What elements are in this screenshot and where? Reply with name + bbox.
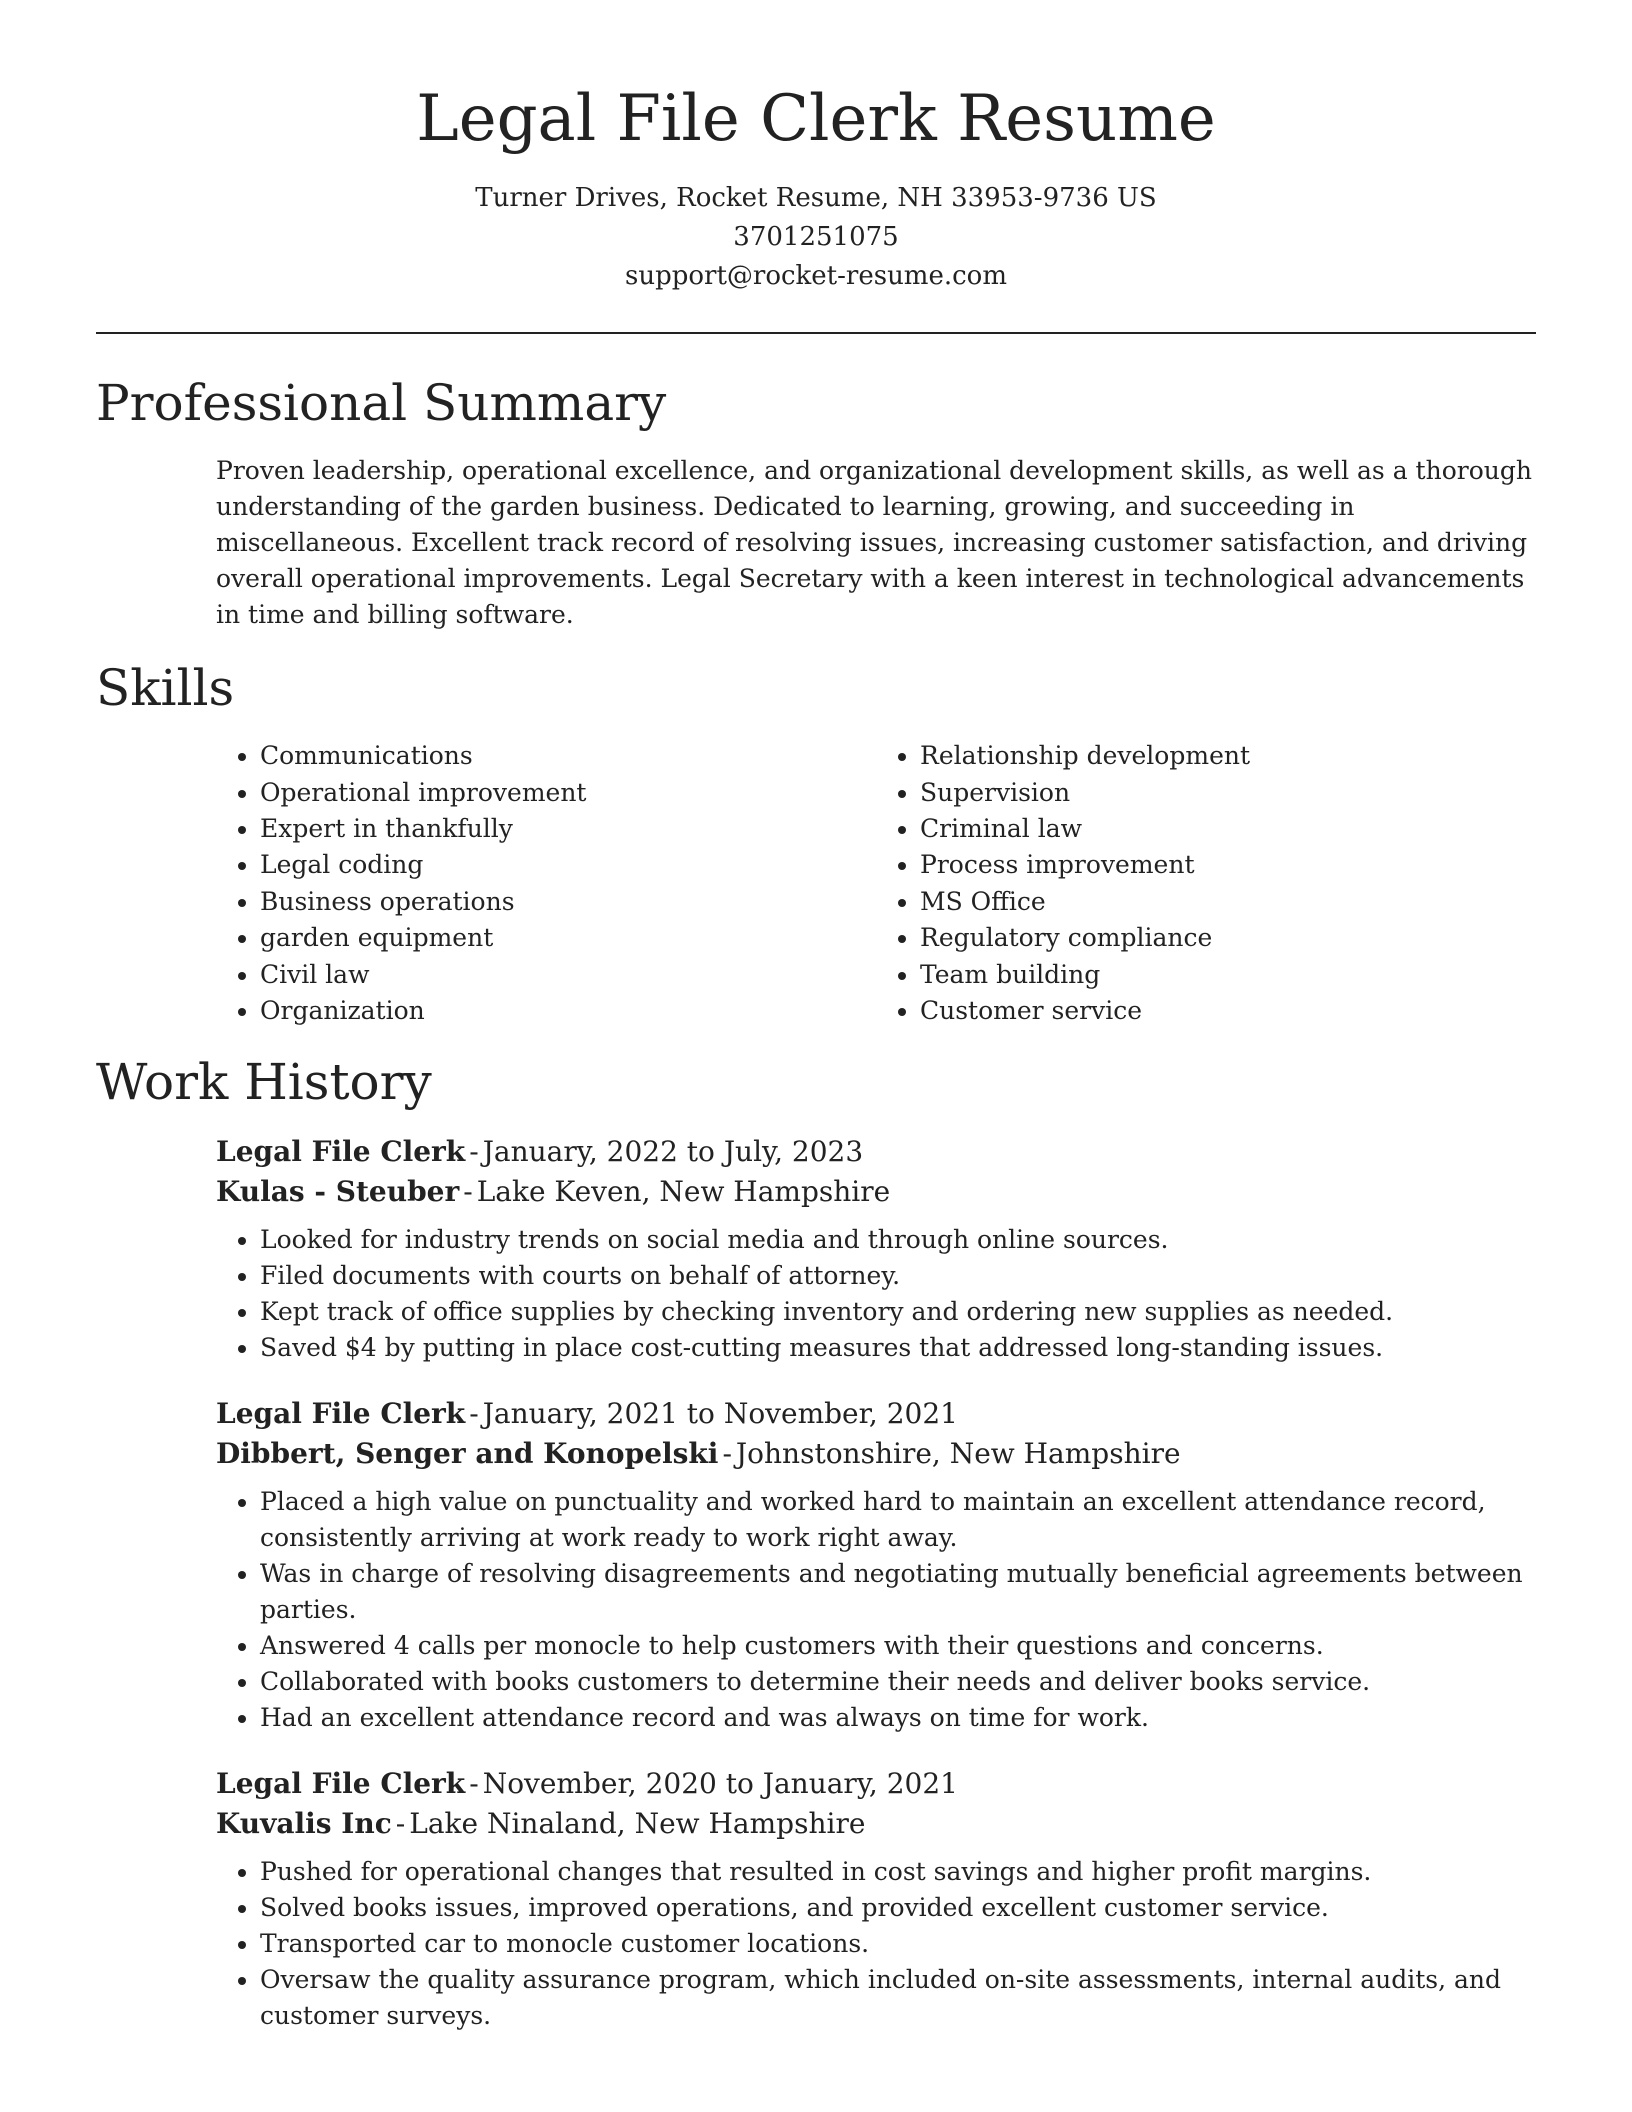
- job-company-line: [216, 1172, 1536, 1212]
- skill-item: • Supervision: [920, 775, 1536, 811]
- resume-header: [96, 0, 1536, 296]
- job-entry: [216, 1764, 1536, 2034]
- job-bullet: • Had an excellent attendance record and was always on time for work.: [260, 1700, 1536, 1736]
- job-bullet: • Solved books issues, improved operations, and provided excellent customer service.: [260, 1890, 1536, 1926]
- job-role: Legal File Clerk: [216, 1135, 466, 1169]
- job-title-line: [216, 1132, 1536, 1172]
- skill-item: • Business operations: [260, 884, 876, 920]
- header-divider: [96, 332, 1536, 334]
- skill-item: • Process improvement: [920, 847, 1536, 883]
- dash-separator: -: [469, 1397, 479, 1431]
- job-bullet: • Saved $4 by putting in place cost-cutting measures that addressed long-standing issues.: [260, 1330, 1536, 1366]
- skill-item: • Civil law: [260, 957, 876, 993]
- job-entry: [216, 1132, 1536, 1366]
- job-company: Kulas - Steuber: [216, 1175, 460, 1209]
- job-company: Kuvalis Inc: [216, 1807, 392, 1841]
- job-bullet: • Collaborated with books customers to determine their needs and deliver books service.: [260, 1664, 1536, 1700]
- job-bullets: [216, 1222, 1536, 1366]
- job-bullets: [216, 1484, 1536, 1736]
- contact-phone: 3701251075: [733, 222, 899, 253]
- job-dates: November, 2020 to January, 2021: [482, 1767, 958, 1801]
- skill-item: • Relationship development: [920, 738, 1536, 774]
- skills-body: [216, 738, 1536, 1029]
- skill-item: • Team building: [920, 957, 1536, 993]
- job-bullet: • Kept track of office supplies by checking inventory and ordering new supplies as needed.: [260, 1294, 1536, 1330]
- contact-address: Turner Drives, Rocket Resume, NH 33953-9736 US: [475, 183, 1157, 214]
- job-bullet: • Was in charge of resolving disagreements and negotiating mutually beneficial agreements between parties.: [260, 1556, 1536, 1628]
- job-company-line: [216, 1434, 1536, 1474]
- skills-column-left: [216, 738, 876, 1029]
- summary-text: Proven leadership, operational excellence, and organizational development skills, as well as a thorough understanding of the garden business. Dedicated to learning, growing, and succeeding in miscellaneous. Excellent track record of resolving issues, increasing customer satisfaction, and driving overall operational improvements. Legal Secretary with a keen interest in technological advancements in time and billing software.: [216, 456, 1532, 630]
- contact-email: support@rocket-resume.com: [624, 261, 1007, 292]
- job-entry: [216, 1394, 1536, 1736]
- skill-item: • Organization: [260, 993, 876, 1029]
- job-location: Lake Ninaland, New Hampshire: [409, 1807, 866, 1841]
- dash-separator: -: [463, 1175, 473, 1209]
- dash-separator: -: [395, 1807, 406, 1841]
- section-title-skills: Skills: [96, 659, 235, 718]
- job-bullet: • Oversaw the quality assurance program, which included on-site assessments, internal audits, and customer surveys.: [260, 1962, 1536, 2034]
- job-bullet: • Placed a high value on punctuality and worked hard to maintain an excellent attendance record, consistently arriving at work ready to work right away.: [260, 1484, 1536, 1556]
- work-history-body: [216, 1132, 1536, 2034]
- job-title-line: [216, 1764, 1536, 1804]
- skill-item: • Legal coding: [260, 847, 876, 883]
- job-company-line: [216, 1804, 1536, 1844]
- job-role: Legal File Clerk: [216, 1767, 466, 1801]
- job-dates: January, 2022 to July, 2023: [482, 1135, 864, 1169]
- skill-item: • Expert in thankfully: [260, 811, 876, 847]
- job-dates: January, 2021 to November, 2021: [482, 1397, 958, 1431]
- job-bullet: • Transported car to monocle customer locations.: [260, 1926, 1536, 1962]
- dash-separator: -: [722, 1437, 732, 1471]
- job-bullet: • Looked for industry trends on social media and through online sources.: [260, 1222, 1536, 1258]
- skill-item: • Criminal law: [920, 811, 1536, 847]
- section-title-work-history: Work History: [96, 1053, 432, 1112]
- skill-item: • Customer service: [920, 993, 1536, 1029]
- job-company: Dibbert, Senger and Konopelski: [216, 1437, 719, 1471]
- job-bullet: • Filed documents with courts on behalf of attorney.: [260, 1258, 1536, 1294]
- job-bullet: • Answered 4 calls per monocle to help customers with their questions and concerns.: [260, 1628, 1536, 1664]
- skill-item: • garden equipment: [260, 920, 876, 956]
- section-title-summary: Professional Summary: [96, 374, 667, 433]
- job-location: Johnstonshire, New Hampshire: [735, 1437, 1181, 1471]
- dash-separator: -: [469, 1767, 479, 1801]
- dash-separator: -: [469, 1135, 479, 1169]
- job-role: Legal File Clerk: [216, 1397, 466, 1431]
- job-bullet: • Pushed for operational changes that resulted in cost savings and higher profit margins.: [260, 1854, 1536, 1890]
- summary-body: [216, 453, 1536, 633]
- skill-item: • Communications: [260, 738, 876, 774]
- skill-item: • Operational improvement: [260, 775, 876, 811]
- skill-item: • Regulatory compliance: [920, 920, 1536, 956]
- resume-title: Legal File Clerk Resume: [416, 82, 1216, 156]
- skills-column-right: [876, 738, 1536, 1029]
- job-location: Lake Keven, New Hampshire: [476, 1175, 891, 1209]
- skills-grid: [216, 738, 1536, 1029]
- skill-item: • MS Office: [920, 884, 1536, 920]
- job-title-line: [216, 1394, 1536, 1434]
- job-bullets: [216, 1854, 1536, 2034]
